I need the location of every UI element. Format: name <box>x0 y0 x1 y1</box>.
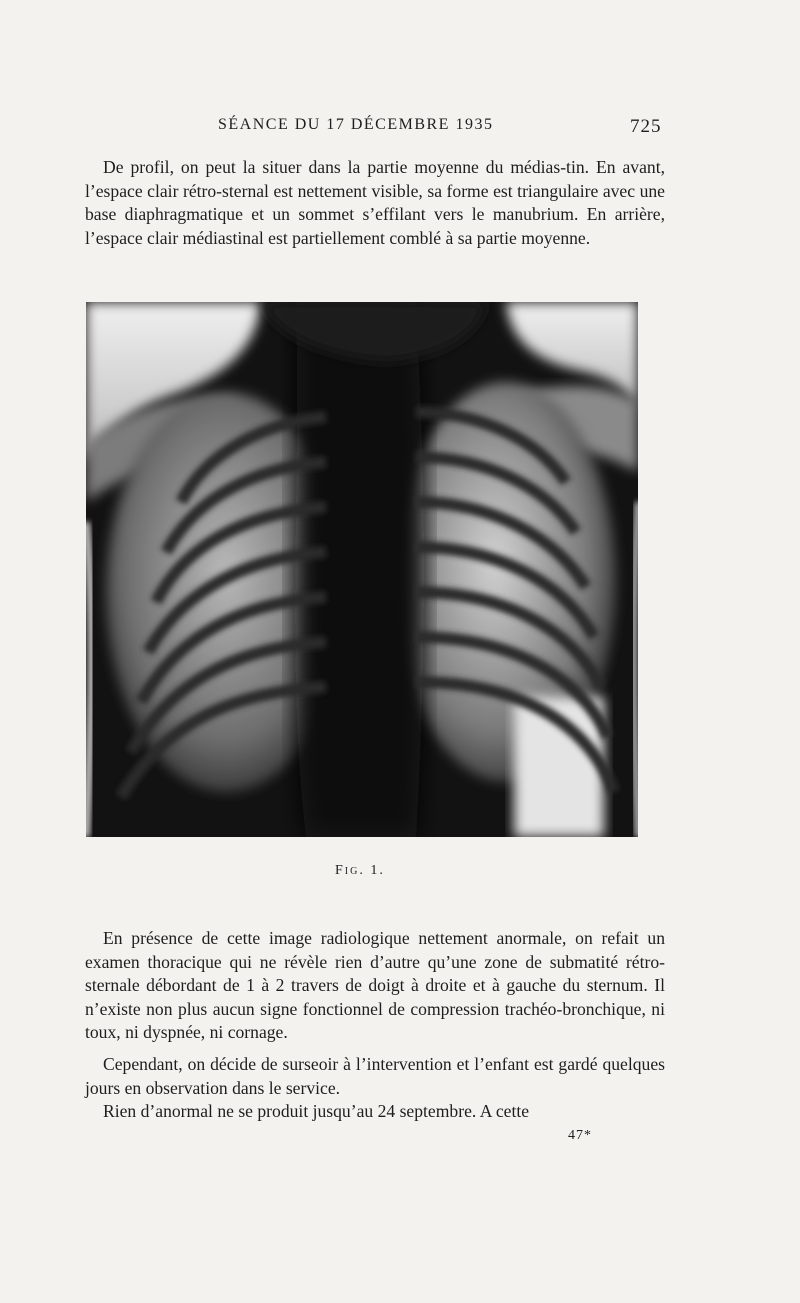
chest-xray-image <box>86 302 638 837</box>
signature-mark: 47* <box>568 1128 592 1143</box>
paragraph-3: Cependant, on décide de surseoir à l’intervention et l’enfant est gardé quelques jours en observation dans le service. <box>85 1054 665 1098</box>
running-title: SÉANCE DU 17 DÉCEMBRE 1935 <box>218 116 494 133</box>
page-number: 725 <box>630 116 662 137</box>
figure-caption: Fig. 1. <box>335 863 385 878</box>
chest-xray-figure <box>86 302 638 837</box>
paragraph-4: Rien d’anormal ne se produit jusqu’au 24 septembre. A cette <box>103 1101 530 1121</box>
paragraph-2: En présence de cette image radiologique nettement anormale, on refait un examen thoracique qui ne révèle rien d’autre qu’une zone de submatité rétro-sternale débordant de 1 à 2 travers de doigt à droite et à gauche du sternum. Il n’existe non plus aucun signe fonctionnel de compression trachéo-bronchique, ni toux, ni dyspnée, ni cornage. <box>85 928 665 1042</box>
paragraph-1: De profil, on peut la situer dans la partie moyenne du médias-tin. En avant, l’espace clair rétro-sternal est nettement visible, sa forme est triangulaire avec une base diaphragmatique et un sommet s’effilant vers le manubrium. En arrière, l’espace clair médiastinal est partiellement comblé à sa partie moyenne. <box>85 157 665 248</box>
